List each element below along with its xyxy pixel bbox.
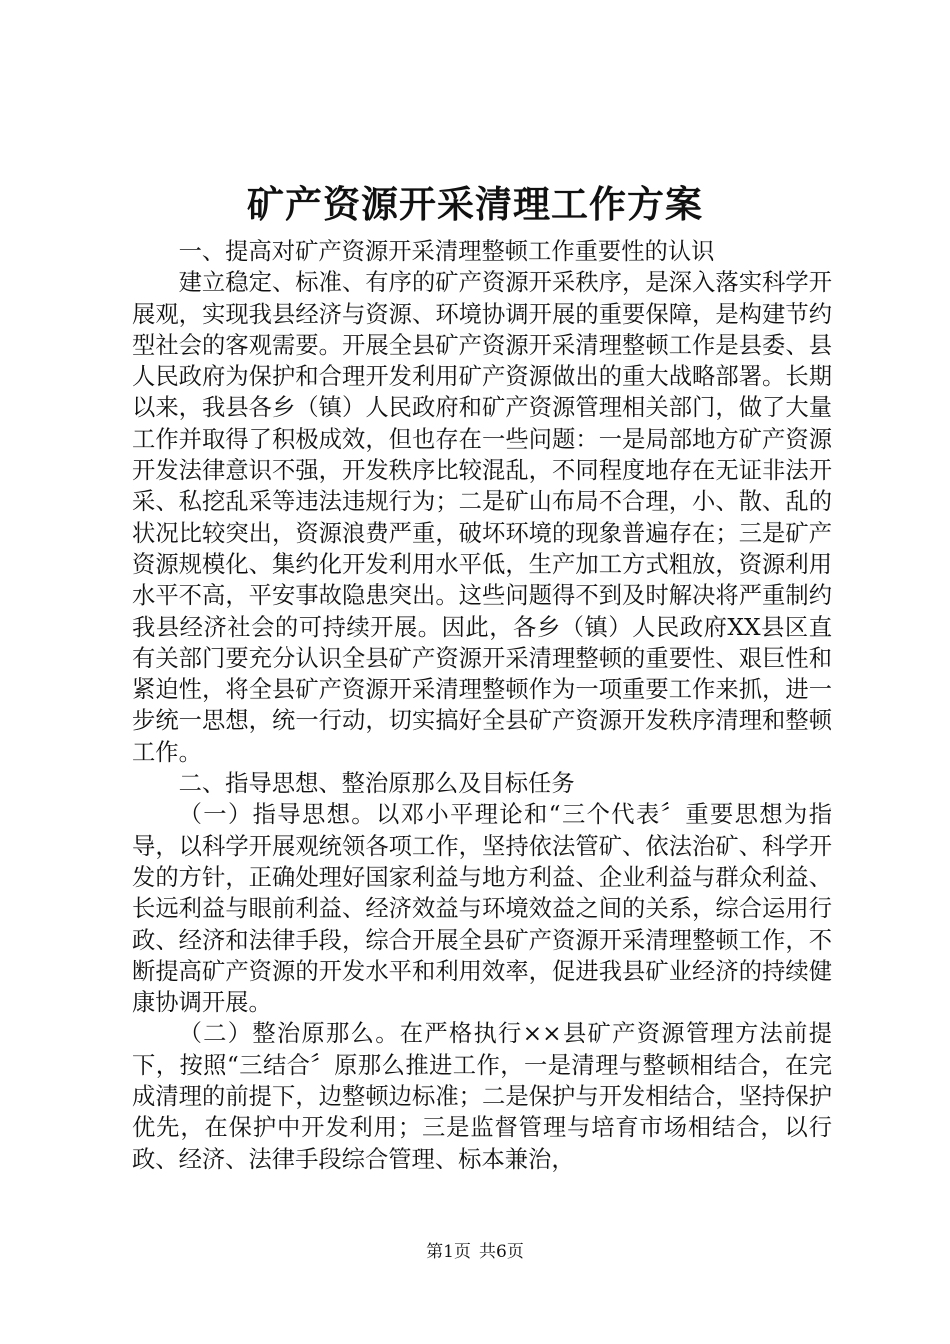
document-body [132,236,832,1175]
page-number: 第1页 [426,1242,471,1262]
section-heading-1: 一、提高对矿产资源开采清理整顿工作重要性的认识 [178,238,715,265]
page-total: 共6页 [479,1242,524,1262]
section-heading-2: 二、指导思想、整治原那么及目标任务 [178,770,575,798]
paragraph: （二）整治原那么。在严格执行××县矿产资源管理方法前提下，按照“三结合〞原那么推进工作，一是清理与整顿相结合，在完成清理的前提下，边整顿边标准；二是保护与开发相结合，坚持保护优先，在保护中开发利用；三是监督管理与培育市场相结合，以行政、经济、法律手段综合管理、标本兼治， [132,1020,832,1173]
paragraph: （一）指导思想。以邓小平理论和“三个代表〞重要思想为指导，以科学开展观统领各项工作，坚持依法管矿、依法治矿、科学开发的方针，正确处理好国家利益与地方利益、企业利益与群众利益、长远利益与眼前利益、经济效益与环境效益之间的关系，综合运用行政、经济和法律手段，综合开展全县矿产资源开采清理整顿工作，不断提高矿产资源的开发水平和利用效率，促进我县矿业经济的持续健康协调开展。 [132,801,832,1017]
document-title: 矿产资源开采清理工作方案 [247,182,703,226]
page-footer [0,1241,950,1263]
paragraph: 建立稳定、标准、有序的矿产资源开采秩序，是深入落实科学开展观，实现我县经济与资源、环境协调开展的重要保障，是构建节约型社会的客观需要。开展全县矿产资源开采清理整顿工作是县委、县人民政府为保护和合理开发利用矿产资源做出的重大战略部署。长期以来，我县各乡（镇）人民政府和矿产资源管理相关部门，做了大量工作并取得了积极成效，但也存在一些问题：一是局部地方矿产资源开发法律意识不强，开发秩序比较混乱，不同程度地存在无证非法开采、私挖乱采等违法违规行为；二是矿山布局不合理，小、散、乱的状况比较突出，资源浪费严重，破坏环境的现象普遍存在；三是矿产资源规模化、集约化开发利用水平低，生产加工方式粗放，资源利用水平不高，平安事故隐患突出。这些问题得不到及时解决将严重制约我县经济社会的可持续开展。因此，各乡（镇）人民政府XX县区直有关部门要充分认识全县矿产资源开采清理整顿的重要性、艰巨性和紧迫性，将全县矿产资源开采清理整顿作为一项重要工作来抓，进一步统一思想，统一行动，切实搞好全县矿产资源开发秩序清理和整顿工作。 [132,269,832,766]
